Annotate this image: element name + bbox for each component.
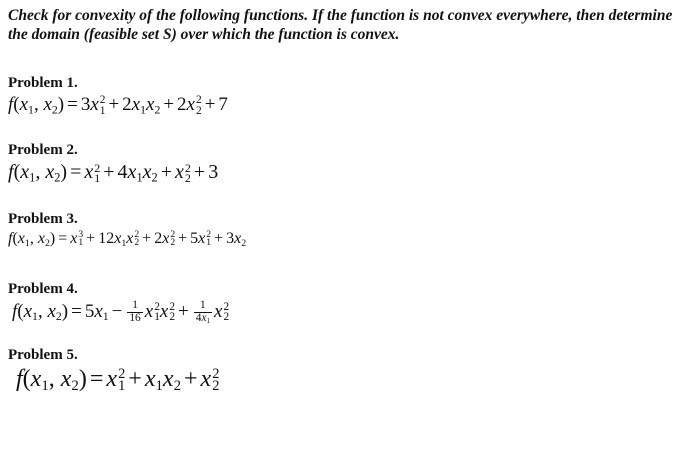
problem-3-expression: $f(x_1$, $x_2) = x$ 3 1 + $12x_1x$ 2 2 + 2x 2 2 + 5x 2 1 + $3x_2$ bbox=[8, 228, 247, 249]
problem-3 bbox=[8, 210, 246, 248]
instructions-text: Check for convexity of the following functions. If the function is not convex everywhere, then determine the domain (feasible set S) over which the function is convex. bbox=[8, 7, 673, 43]
problem-4-expression: $f(x_1$, $x_2) = 5x_1$ − $\frac{1}{16}$ x 2 1 x 2 2 + $\frac{1}{4x_1}$ x 2 2 bbox=[12, 299, 230, 325]
problem-4-title: Problem 4. bbox=[8, 281, 78, 297]
problem-2-expression: $f(x_1$, $x_2) = x$ 2 1 + $4x_1x_2 + x$ 2 2 + 3 bbox=[8, 160, 219, 186]
problem-4 bbox=[8, 280, 229, 325]
problem-3-title: Problem 3. bbox=[8, 211, 78, 227]
problem-1 bbox=[8, 74, 228, 116]
problem-5-title: Problem 5. bbox=[8, 347, 78, 363]
problem-5 bbox=[8, 346, 219, 393]
problem-1-expression: $f(x_1$, $x_2) = 3x$ 2 1 + $2x_1x_2 + 2x$ 2 2 + 7 bbox=[8, 94, 228, 117]
problem-1-title: Problem 1. bbox=[8, 75, 78, 91]
problem-2-title: Problem 2. bbox=[8, 142, 78, 158]
problem-5-expression: $f(x_1$, $x_2) = x$ 2 1 + $x_1x_2 + x$ 2 2 bbox=[16, 365, 220, 395]
problem-2 bbox=[8, 141, 218, 184]
